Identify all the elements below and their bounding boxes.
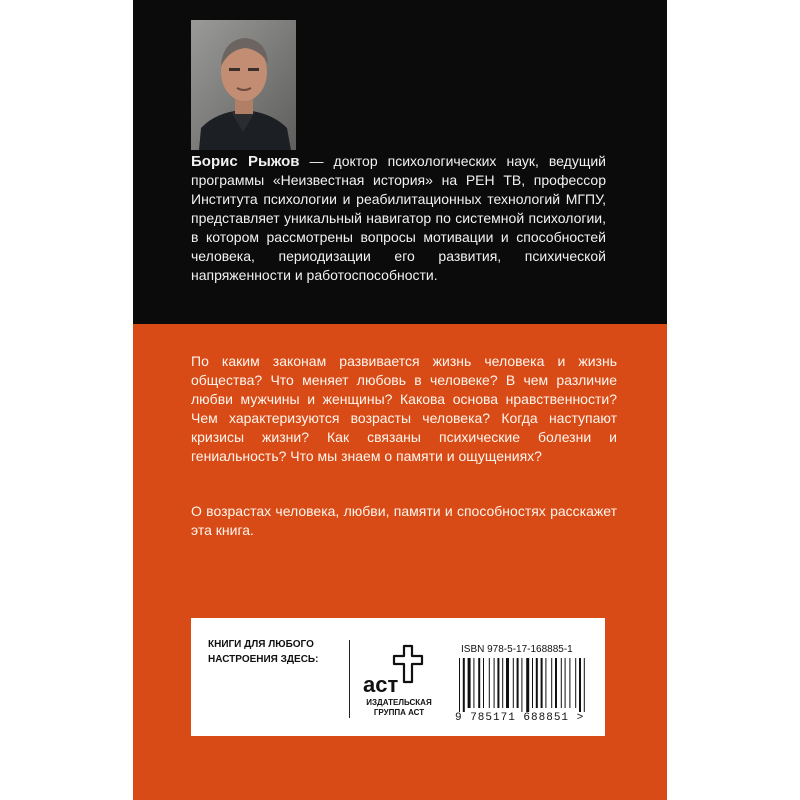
barcode-digits: 9 785171 688851 > bbox=[455, 712, 585, 724]
logo-text: аст bbox=[363, 672, 399, 697]
author-photo bbox=[191, 20, 296, 150]
author-bio bbox=[191, 152, 606, 285]
author-name: Борис Рыжов bbox=[191, 153, 300, 170]
tagline: КНИГИ ДЛЯ ЛЮБОГО НАСТРОЕНИЯ ЗДЕСЬ: bbox=[208, 639, 319, 665]
author-panel bbox=[133, 0, 667, 324]
author-bio-text: — доктор психологических наук, ведущий программы «Неизвестная история» на РЕН ТВ, профессор Института психологии и реабилитационных технологий МГПУ, представляет уникальный навигатор по системной психологии, в котором рассмотрены вопросы мотивации и способностей человека, периодизации его развития, психической напряженности и работоспособности. bbox=[191, 153, 606, 283]
publisher-name: ИЗДАТЕЛЬСКАЯ ГРУППА АСТ bbox=[366, 698, 432, 717]
barcode bbox=[457, 658, 592, 712]
divider bbox=[349, 640, 350, 718]
publisher-footer bbox=[191, 618, 605, 736]
ast-logo bbox=[360, 640, 435, 700]
summary-paragraph: О возрастах человека, любви, памяти и способностях расскажет эта книга. bbox=[191, 503, 617, 538]
questions-paragraph: По каким законам развивается жизнь человека и жизнь общества? Что меняет любовь в человеке? В чем различие любви мужчины и женщины? Какова основа нравственности? Чем характеризуются возрасты человека? Когда наступают кризисы жизни? Как связаны психические болезни и гениальность? Что мы знаем о памяти и ощущениях? bbox=[191, 353, 617, 464]
isbn: ISBN 978-5-17-168885-1 bbox=[461, 644, 573, 655]
book-back-cover bbox=[133, 0, 667, 800]
